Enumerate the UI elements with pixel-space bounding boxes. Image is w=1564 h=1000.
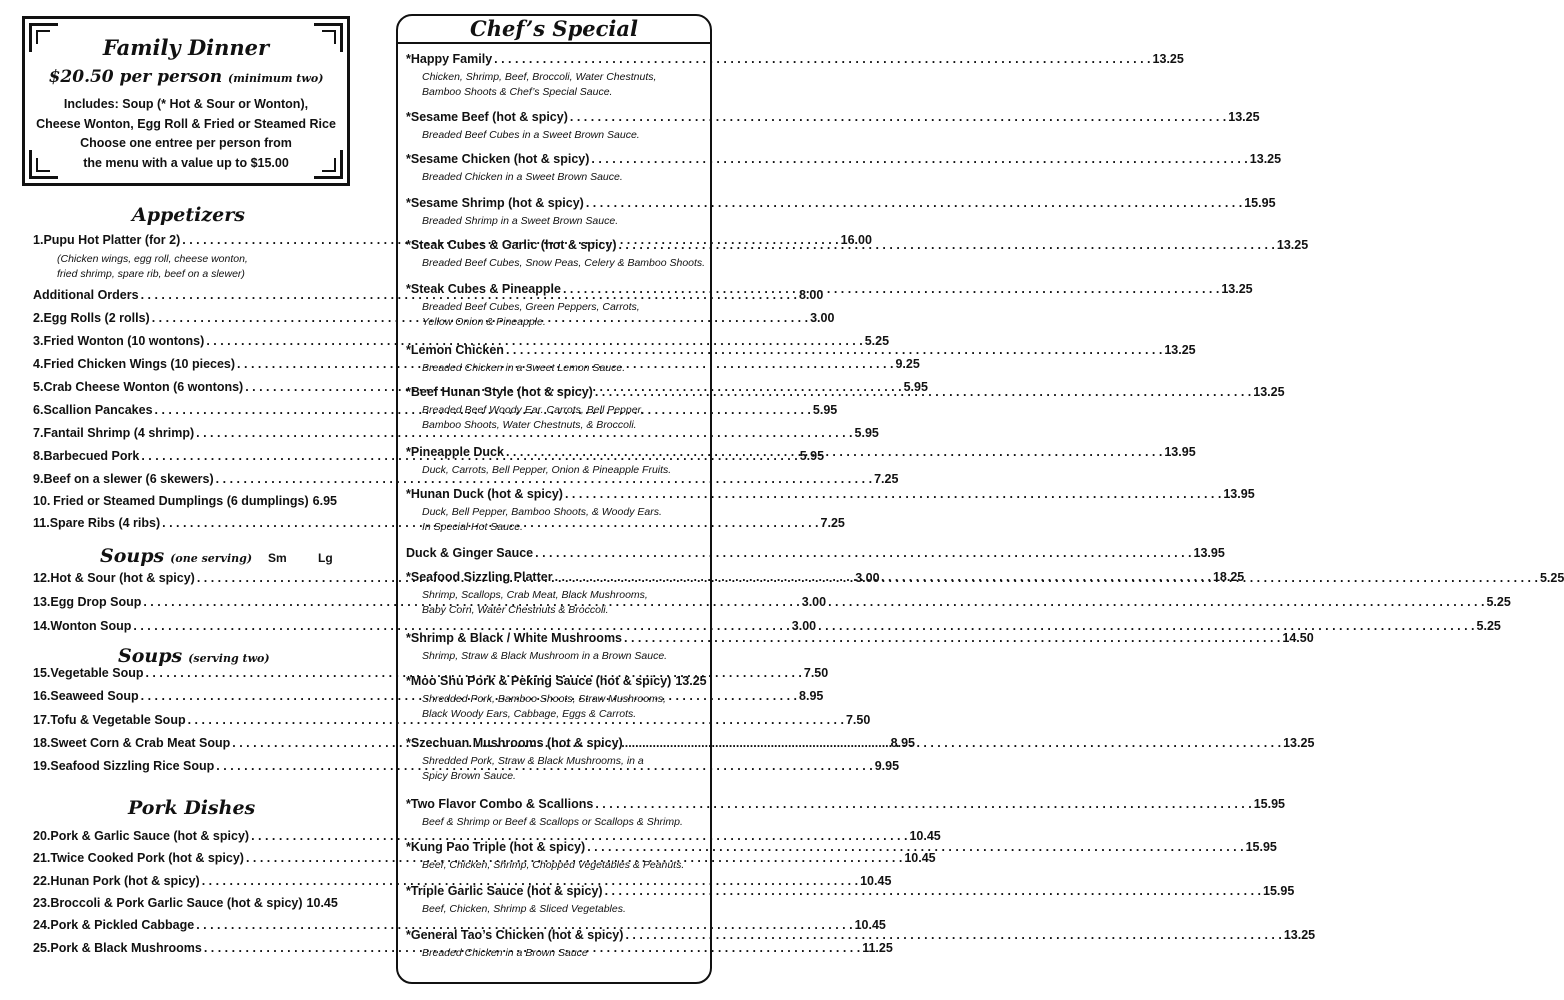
item-name: Pork & Black Mushrooms <box>50 941 202 955</box>
item-price: 5.95 <box>812 403 838 417</box>
menu-item <box>406 546 1225 564</box>
item-price: 5.25 <box>864 334 890 348</box>
item-description: Breaded Beef Cubes, Snow Peas, Celery & Bamboo Shoots. <box>422 257 706 269</box>
item-name: Hunan Duck (hot & spicy) <box>410 487 563 501</box>
item-description: Black Woody Ears, Cabbage, Eggs & Carrots. <box>422 708 637 720</box>
menu-item <box>33 494 337 512</box>
item-description: In Special Hot Sauce. <box>422 521 523 533</box>
item-number: * <box>406 152 411 166</box>
item-price: 5.25 <box>1539 571 1564 585</box>
chef-special-divider <box>396 42 712 44</box>
item-number: 9. <box>33 472 44 486</box>
item-name: Barbecued Pork <box>43 449 140 463</box>
item-price: 13.25 <box>675 674 707 688</box>
item-name: Beef Hunan Style (hot & spicy) <box>410 385 593 399</box>
item-price: 13.95 <box>1164 445 1196 459</box>
item-name: Duck & Ginger Sauce <box>406 546 534 560</box>
col-lg-header: Lg <box>318 551 333 565</box>
item-price: 8.95 <box>890 736 916 750</box>
dot-leader <box>828 595 1484 609</box>
item-price: 13.25 <box>1228 110 1260 124</box>
item-price: 9.25 <box>895 357 920 371</box>
item-name: Hunan Pork (hot & spicy) <box>50 874 200 888</box>
item-name: Steak Cubes & Pineapple <box>410 282 561 296</box>
item-number: 4. <box>33 357 44 371</box>
item-number: * <box>406 840 411 854</box>
dot-leader <box>586 196 1242 210</box>
family-dinner-box <box>22 16 350 186</box>
dot-leader <box>563 282 1219 296</box>
dot-leader <box>494 52 1150 66</box>
item-description: (Chicken wings, egg roll, cheese wonton, <box>57 253 248 265</box>
item-number: 18. <box>33 736 51 750</box>
item-name: Seafood Sizzling Rice Soup <box>50 759 215 773</box>
item-name: Tofu & Vegetable Soup <box>50 713 186 727</box>
item-price: 13.25 <box>1221 282 1253 296</box>
item-number: 7. <box>33 426 44 440</box>
col-sm-header: Sm <box>268 551 287 565</box>
item-number: * <box>406 487 411 501</box>
item-description: Shredded Pork, Straw & Black Mushrooms, in a <box>422 755 644 767</box>
appetizers-heading: Appetizers <box>132 204 245 226</box>
item-number: 15. <box>33 666 51 680</box>
item-price: 10.45 <box>306 896 338 910</box>
family-dinner-line: Includes: Soup (* Hot & Sour or Wonton), <box>63 97 309 111</box>
item-number: * <box>406 52 411 66</box>
item-number: * <box>406 736 411 750</box>
item-name: Sesame Beef (hot & spicy) <box>410 110 568 124</box>
item-price: 13.25 <box>1249 152 1282 166</box>
item-price: 10.45 <box>860 874 892 888</box>
item-number: 2. <box>33 311 44 325</box>
item-name: Triple Garlic Sauce (hot & spicy) <box>410 884 603 898</box>
item-number: 6. <box>33 403 44 417</box>
item-price: 8.00 <box>798 288 824 302</box>
family-dinner-includes <box>25 95 347 173</box>
soups-two-heading <box>118 645 270 667</box>
item-description: Spicy Brown Sauce. <box>422 770 516 782</box>
dot-leader <box>535 546 1191 560</box>
item-name: Egg Rolls (2 rolls) <box>43 311 150 325</box>
item-name: Scallion Pancakes <box>43 403 153 417</box>
family-dinner-line: Choose one entree per person from <box>80 136 292 150</box>
item-name: Twice Cooked Pork (hot & spicy) <box>50 851 244 865</box>
item-description: Breaded Chicken in a Sweet Lemon Sauce. <box>422 362 626 374</box>
item-number: * <box>406 196 411 210</box>
item-name: Pineapple Duck <box>410 445 504 459</box>
item-price: 3.00 <box>791 619 817 633</box>
item-name: General Tao’s Chicken (hot & spicy) <box>410 928 624 942</box>
item-price: 13.25 <box>1253 385 1285 399</box>
dot-leader <box>591 152 1247 166</box>
item-number: 21. <box>33 851 51 865</box>
item-price: 13.95 <box>1223 487 1255 501</box>
soups-one-heading <box>100 545 252 567</box>
item-name: Pupu Hot Platter (for 2) <box>43 233 181 247</box>
dot-leader <box>595 797 1251 811</box>
item-name: Steak Cubes & Garlic (hot & spicy) <box>410 238 617 252</box>
item-name: Additional Orders <box>33 288 139 302</box>
dot-leader <box>506 343 1162 357</box>
item-price: 15.95 <box>1244 196 1276 210</box>
item-name: Happy Family <box>410 52 493 66</box>
item-number: 16. <box>33 689 51 703</box>
item-number: 24. <box>33 918 51 932</box>
item-name: Kung Pao Triple (hot & spicy) <box>410 840 586 854</box>
menu-item <box>33 619 1501 637</box>
family-dinner-minimum: (minimum two) <box>228 72 324 85</box>
item-number: * <box>406 385 411 399</box>
item-number: * <box>406 674 411 688</box>
item-description: Duck, Bell Pepper, Bamboo Shoots, & Woody Ears. <box>422 506 662 518</box>
item-price: 15.95 <box>1263 884 1295 898</box>
item-name: Fried Wonton (10 wontons) <box>43 334 205 348</box>
item-description: Breaded Beef Cubes in a Sweet Brown Sauce. <box>422 129 640 141</box>
item-description: Breaded Beef Woody Ear. Carrots, Bell Pepper, <box>422 404 644 416</box>
item-number: 19. <box>33 759 51 773</box>
item-name: Beef on a slewer (6 skewers) <box>43 472 214 486</box>
item-name: Fried or Steamed Dumplings (6 dumplings) <box>53 494 309 508</box>
item-price: 15.95 <box>1245 840 1277 854</box>
dot-leader <box>625 928 1281 942</box>
item-description: Beef & Shrimp or Beef & Scallops or Scallops & Shrimp. <box>422 816 683 828</box>
item-description: Chicken, Shrimp, Beef, Broccoli, Water Chestnuts, <box>422 71 657 83</box>
item-number: * <box>406 631 411 645</box>
item-price: 6.95 <box>312 494 337 508</box>
item-number: 1. <box>33 233 44 247</box>
soups-two-title: Soups <box>118 645 183 667</box>
item-price: 5.25 <box>1486 595 1511 609</box>
item-name: Two Flavor Combo & Scallions <box>410 797 594 811</box>
item-number: * <box>406 343 411 357</box>
item-number: * <box>406 445 411 459</box>
item-description: Breaded Shrimp in a Sweet Brown Sauce. <box>422 215 619 227</box>
dot-leader <box>618 238 1274 252</box>
item-number: 3. <box>33 334 44 348</box>
item-name: Sweet Corn & Crab Meat Soup <box>50 736 231 750</box>
item-price: 5.95 <box>903 380 928 394</box>
item-name: Szechuan Mushrooms (hot & spicy) <box>410 736 623 750</box>
item-price: 3.00 <box>855 571 880 585</box>
item-price: 7.50 <box>803 666 829 680</box>
item-description: fried shrimp, spare rib, beef on a slewer) <box>57 268 245 280</box>
menu-item <box>406 631 1314 649</box>
item-description: Breaded Chicken in a Sweet Brown Sauce. <box>422 171 623 183</box>
item-price: 14.50 <box>1282 631 1314 645</box>
item-name: Spare Ribs (4 ribs) <box>49 516 161 530</box>
menu-item <box>406 797 1285 815</box>
dot-leader <box>570 110 1226 124</box>
item-price: 7.25 <box>874 472 899 486</box>
menu-item <box>406 487 1255 505</box>
dot-leader <box>605 884 1261 898</box>
item-name: Lemon Chicken <box>410 343 504 357</box>
item-name: Egg Drop Soup <box>50 595 142 609</box>
item-price: 10.45 <box>854 918 886 932</box>
item-price: 13.25 <box>1152 52 1184 66</box>
item-number: * <box>406 110 411 124</box>
item-price: 10.45 <box>909 829 941 843</box>
item-description: Bamboo Shoots, Water Chestnuts, & Broccoli. <box>422 419 637 431</box>
item-number: 5. <box>33 380 44 394</box>
item-price: 13.95 <box>1193 546 1225 560</box>
item-number: * <box>406 570 411 584</box>
item-number: * <box>406 282 411 296</box>
item-name: Shrimp & Black / White Mushrooms <box>410 631 623 645</box>
menu-item <box>406 343 1196 361</box>
item-description: Breaded Beef Cubes, Green Peppers, Carrots, <box>422 301 640 313</box>
dot-leader <box>587 840 1243 854</box>
dot-leader <box>624 631 1280 645</box>
soups-one-title: Soups <box>100 545 165 567</box>
family-dinner-price-text: $20.50 per person <box>48 67 223 87</box>
item-number: * <box>406 238 411 252</box>
item-number: * <box>406 884 411 898</box>
item-price: 3.00 <box>801 595 827 609</box>
item-price: 13.25 <box>1283 736 1315 750</box>
item-description: Beef, Chicken, Shrimp & Sliced Vegetables. <box>422 903 626 915</box>
item-price: 9.95 <box>874 759 900 773</box>
chef-special-title: Chef’s Special <box>470 16 638 41</box>
item-name: Moo Shu Pork & Peking Sauce (hot & spicy) <box>410 674 672 688</box>
item-number: * <box>406 797 411 811</box>
item-description: Bamboo Shoots & Chef’s Special Sauce. <box>422 86 613 98</box>
item-name: Seafood Sizzling Platter <box>410 570 553 584</box>
item-description: Shrimp, Straw & Black Mushroom in a Brown Sauce. <box>422 650 668 662</box>
item-name: Wonton Soup <box>50 619 132 633</box>
item-price: 5.95 <box>799 449 825 463</box>
item-price: 5.25 <box>1476 619 1501 633</box>
item-price: 16.00 <box>840 233 872 247</box>
item-name: Sesame Shrimp (hot & spicy) <box>410 196 584 210</box>
dot-leader <box>565 487 1221 501</box>
item-price: 5.95 <box>854 426 879 440</box>
item-price: 13.25 <box>1283 928 1316 942</box>
item-price: 13.25 <box>1276 238 1309 252</box>
menu-item <box>406 196 1276 214</box>
item-price: 7.25 <box>820 516 845 530</box>
family-dinner-line: Cheese Wonton, Egg Roll & Fried or Steamed Rice <box>36 116 336 131</box>
family-dinner-line: the menu with a value up to $15.00 <box>83 155 289 170</box>
item-number: 12. <box>33 571 51 585</box>
item-number: 13. <box>33 595 51 609</box>
item-name: Pork & Pickled Cabbage <box>50 918 195 932</box>
item-description: Yellow Onion & Pineapple. <box>422 316 546 328</box>
item-price: 8.95 <box>799 689 824 703</box>
menu-item <box>33 426 879 444</box>
dot-leader <box>555 570 1211 584</box>
item-price: 13.25 <box>1164 343 1196 357</box>
menu-item <box>406 110 1260 128</box>
item-description: Duck, Carrots, Bell Pepper, Onion & Pineapple Fruits. <box>422 464 672 476</box>
dot-leader <box>625 736 1281 750</box>
item-description: Breaded Chicken in a Brown Sauce <box>422 947 588 959</box>
item-number: 14. <box>33 619 51 633</box>
item-number: 10. <box>33 494 51 508</box>
item-description: Shredded Pork, Bamboo Shoots, Straw Mushrooms, <box>422 693 666 705</box>
item-price: 3.00 <box>810 311 835 325</box>
family-dinner-title: Family Dinner <box>102 35 270 60</box>
item-name: Pork & Garlic Sauce (hot & spicy) <box>50 829 250 843</box>
item-description: Baby Corn, Water Chestnuts & Broccoli. <box>422 604 609 616</box>
menu-item <box>406 52 1184 70</box>
menu-item <box>33 472 899 490</box>
item-number: * <box>406 928 411 942</box>
item-number: 25. <box>33 941 51 955</box>
item-name: Vegetable Soup <box>50 666 144 680</box>
soups-one-sub: (one serving) <box>170 552 253 565</box>
item-name: Fantail Shrimp (4 shrimp) <box>43 426 195 440</box>
menu-item <box>33 896 337 914</box>
item-name: Seaweed Soup <box>50 689 139 703</box>
item-price: 7.50 <box>845 713 871 727</box>
item-name: Crab Cheese Wonton (6 wontons) <box>43 380 244 394</box>
item-number: 17. <box>33 713 51 727</box>
item-price: 15.95 <box>1253 797 1285 811</box>
menu-item <box>406 928 1316 946</box>
item-description: Beef, Chicken, Shrimp, Chopped Vegetables & Peanuts. <box>422 859 685 871</box>
item-name: Hot & Sour (hot & spicy) <box>50 571 195 585</box>
item-number: 8. <box>33 449 44 463</box>
dot-leader <box>595 385 1251 399</box>
pork-heading: Pork Dishes <box>128 797 256 819</box>
item-price: 10.45 <box>904 851 936 865</box>
item-number: 20. <box>33 829 51 843</box>
family-dinner-price <box>25 67 347 87</box>
item-number: 22. <box>33 874 51 888</box>
menu-item <box>406 884 1295 902</box>
item-number: 11. <box>33 516 50 530</box>
menu-item <box>406 152 1282 170</box>
dot-leader <box>506 445 1162 459</box>
item-number: 23. <box>33 896 51 910</box>
item-description: Shrimp, Scallops, Crab Meat, Black Mushrooms, <box>422 589 648 601</box>
item-name: Fried Chicken Wings (10 pieces) <box>43 357 236 371</box>
item-name: Sesame Chicken (hot & spicy) <box>410 152 590 166</box>
item-price: 11.25 <box>862 941 893 955</box>
soups-two-sub: (serving two) <box>188 652 270 665</box>
menu-item <box>406 674 707 692</box>
item-price: 18.25 <box>1212 570 1245 584</box>
item-name: Broccoli & Pork Garlic Sauce (hot & spicy) <box>50 896 303 910</box>
